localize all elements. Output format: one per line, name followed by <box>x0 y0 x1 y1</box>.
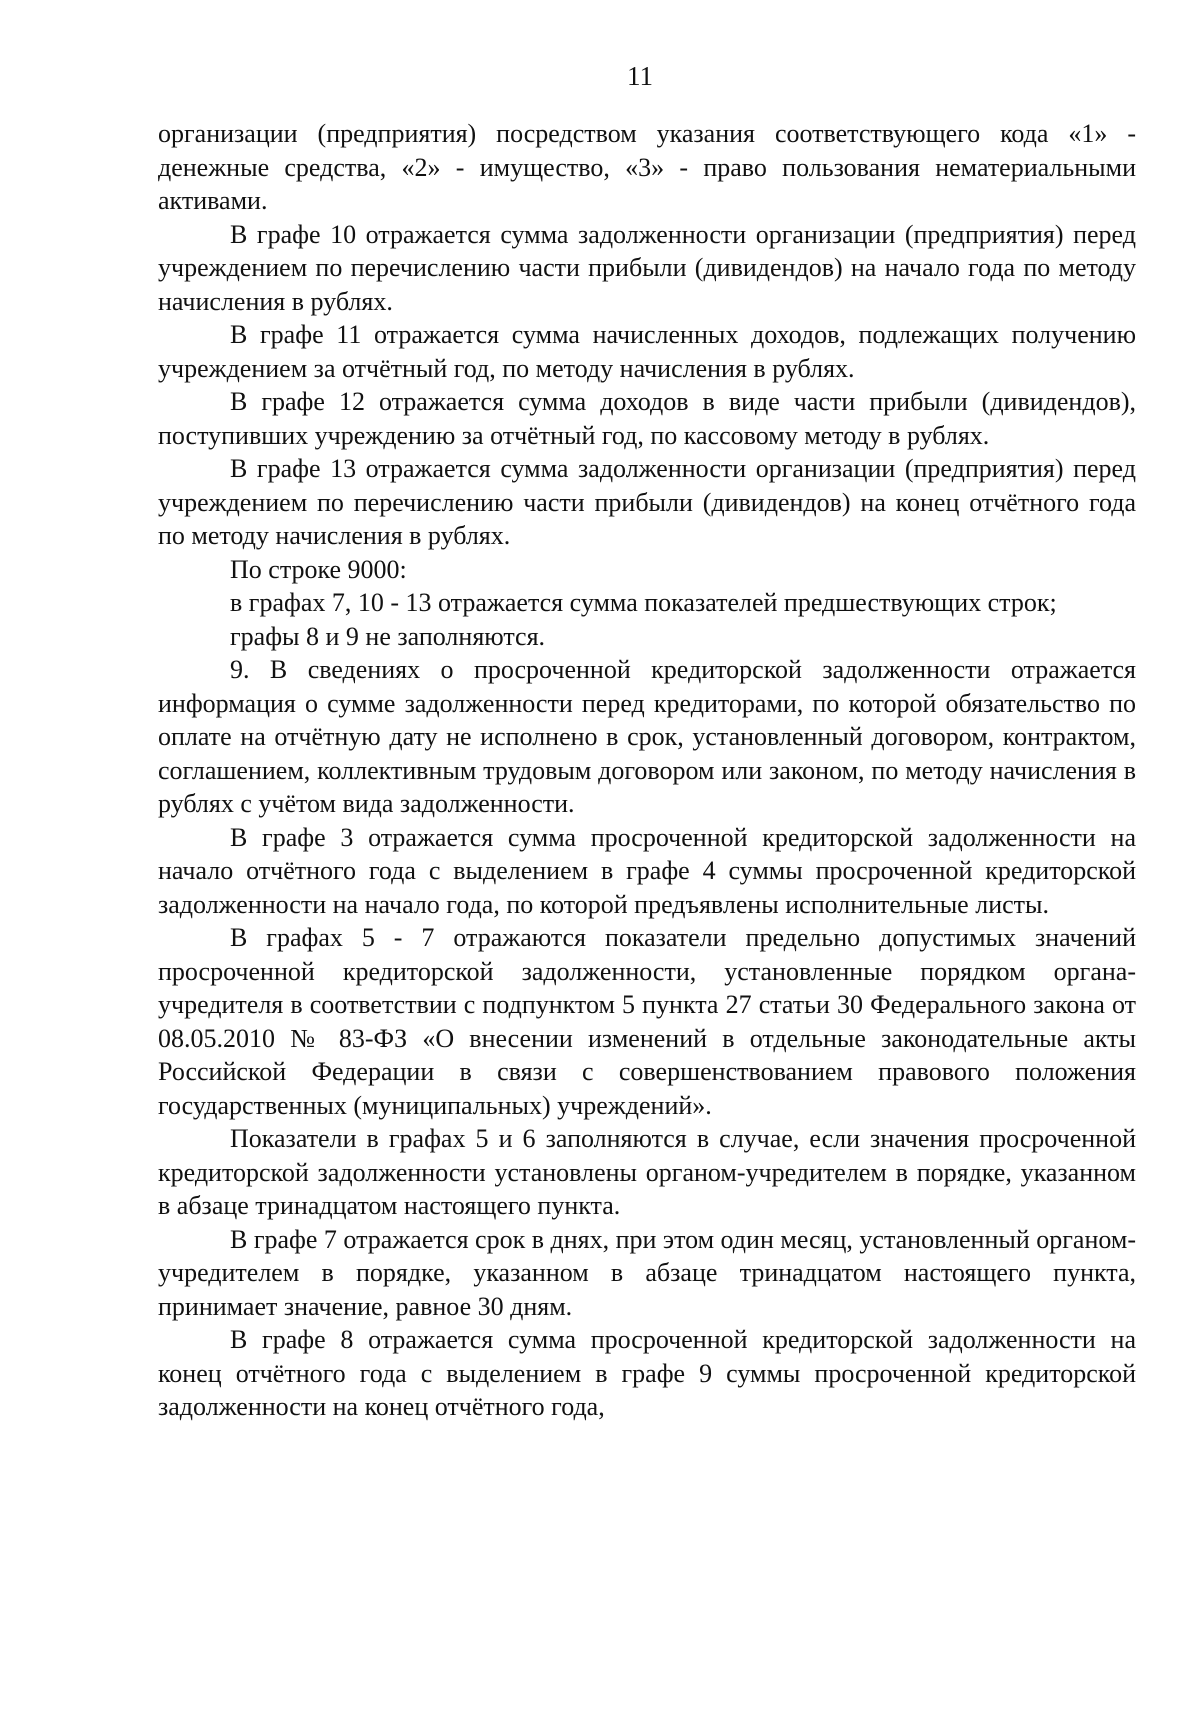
paragraph-column-8: В графе 8 отражается сумма просроченной кредиторской задолженности на конец отчётного года с выделением в графе 9 суммы просроченной кредиторской задолженности на конец отчётного года, <box>158 1325 1136 1421</box>
document-body <box>158 117 1136 1424</box>
paragraph-columns-5-6: Показатели в графах 5 и 6 заполняются в случае, если значения просроченной кредиторской задолженности установлены органом-учредителем в порядке, указанном в абзаце тринадцатом настоящего пункта. <box>158 1124 1136 1220</box>
paragraph-row-9000-empty: графы 8 и 9 не заполняются. <box>230 621 546 651</box>
paragraph-row-9000-heading: По строке 9000: <box>230 554 407 584</box>
paragraph-columns-5-7: В графах 5 - 7 отражаются показатели предельно допустимых значений просроченной кредиторской задолженности, установленные порядком органа-учредителя в соответствии с подпунктом 5 пункта 27 статьи 30 Федерального закона от 08.05.2010 № 83-ФЗ «О внесении изменений в отдельные законодательные акты Российской Федерации в связи с совершенствованием правового положения государственных (муниципальных) учреждений». <box>158 923 1136 1120</box>
paragraph-row-9000-sum: в графах 7, 10 - 13 отражается сумма показателей предшествующих строк; <box>230 588 1057 617</box>
paragraph-column-12: В графе 12 отражается сумма доходов в виде части прибыли (дивидендов), поступивших учреждению за отчётный год, по кассовому методу в рублях. <box>158 387 1136 450</box>
paragraph-continuation: организации (предприятия) посредством указания соответствующего кода «1» - денежные средства, «2» - имущество, «3» - право пользования нематериальными активами. <box>158 119 1136 215</box>
paragraph-column-13: В графе 13 отражается сумма задолженности организации (предприятия) перед учреждением по перечислению части прибыли (дивидендов) на конец отчётного года по методу начисления в рублях. <box>158 454 1136 550</box>
paragraph-column-3: В графе 3 отражается сумма просроченной кредиторской задолженности на начало отчётного года с выделением в графе 4 суммы просроченной кредиторской задолженности на начало года, по которой предъявлены исполнительные листы. <box>158 822 1136 919</box>
paragraph-column-11: В графе 11 отражается сумма начисленных доходов, подлежащих получению учреждением за отчётный год, по методу начисления в рублях. <box>158 320 1136 383</box>
paragraph-column-7: В графе 7 отражается срок в днях, при этом один месяц, установленный органом-учредителем в порядке, указанном в абзаце тринадцатом настоящего пункта, принимает значение, равное 30 дням. <box>158 1224 1136 1321</box>
paragraph-section-9: 9. В сведениях о просроченной кредиторской задолженности отражается информация о сумме задолженности перед кредиторами, по которой обязательство по оплате на отчётную дату не исполнено в срок, установленный договором, контрактом, соглашением, коллективным трудовым договором или законом, по методу начисления в рублях с учётом вида задолженности. <box>158 655 1136 818</box>
page-number: 11 <box>627 61 653 91</box>
paragraph-column-10: В графе 10 отражается сумма задолженности организации (предприятия) перед учреждением по перечислению части прибыли (дивидендов) на начало года по методу начисления в рублях. <box>158 219 1136 316</box>
